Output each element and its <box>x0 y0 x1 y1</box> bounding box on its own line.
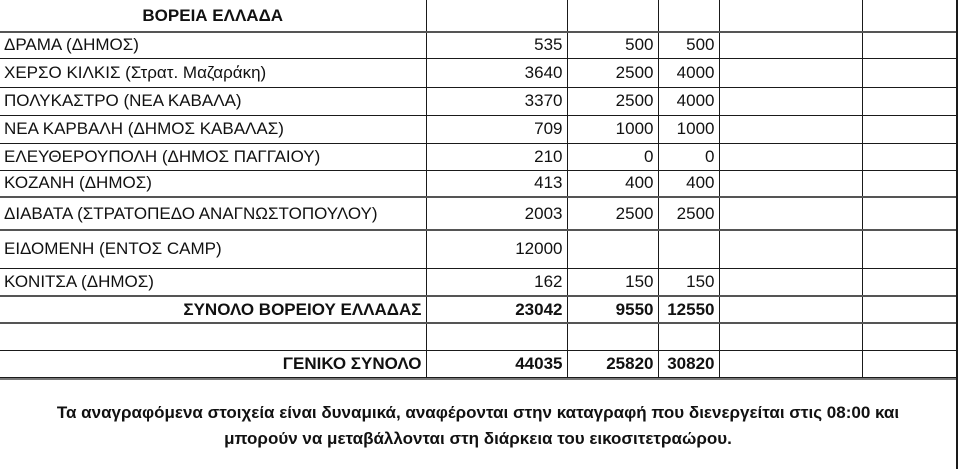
empty-cell <box>862 296 957 323</box>
empty-cell <box>862 197 957 230</box>
empty-cell <box>862 323 957 350</box>
subtotal-col2: 9550 <box>567 296 658 323</box>
empty-cell <box>719 170 862 197</box>
table-row <box>0 197 957 230</box>
empty-cell <box>862 170 957 197</box>
value-col1: 413 <box>426 170 567 197</box>
empty-cell <box>567 0 658 32</box>
location-name: ΚΟΝΙΤΣΑ (ΔΗΜΟΣ) <box>0 268 426 296</box>
grand-total-col2: 25820 <box>567 350 658 377</box>
value-col2: 2500 <box>567 58 658 87</box>
grand-total-col1: 44035 <box>426 350 567 377</box>
location-name: ΠΟΛΥΚΑΣΤΡΟ (ΝΕΑ ΚΑΒΑΛΑ) <box>0 87 426 115</box>
empty-cell <box>719 350 862 377</box>
empty-cell <box>658 0 719 32</box>
empty-cell <box>862 143 957 170</box>
grand-total-row <box>0 350 957 377</box>
empty-cell <box>862 268 957 296</box>
footer-note <box>0 378 956 471</box>
subtotal-col3: 12550 <box>658 296 719 323</box>
value-col2: 150 <box>567 268 658 296</box>
value-col3: 0 <box>658 143 719 170</box>
section-title: ΒΟΡΕΙΑ ΕΛΛΑΔΑ <box>0 0 426 32</box>
value-col2: 1000 <box>567 115 658 143</box>
empty-cell <box>719 323 862 350</box>
value-col3: 500 <box>658 32 719 58</box>
blank-row <box>0 323 957 350</box>
footer-line-1: Τα αναγραφόμενα στοιχεία είναι δυναμικά, αναφέρονται στην καταγραφή που διενεργείται στις 08:00 και <box>56 403 900 422</box>
footer-line-2: μπορούν να μεταβάλλονται στη διάρκεια του εικοσιτετραώρου. <box>224 429 732 448</box>
value-col3: 2500 <box>658 197 719 230</box>
section-header-row <box>0 0 957 32</box>
subtotal-label: ΣΥΝΟΛΟ ΒΟΡΕΙΟΥ ΕΛΛΑΔΑΣ <box>0 296 426 323</box>
location-name: ΕΛΕΥΘΕΡΟΥΠΟΛΗ (ΔΗΜΟΣ ΠΑΓΓΑΙΟΥ) <box>0 143 426 170</box>
empty-cell <box>719 143 862 170</box>
empty-cell <box>658 323 719 350</box>
empty-cell <box>719 230 862 268</box>
value-col2: 2500 <box>567 87 658 115</box>
table-row <box>0 170 957 197</box>
table-row <box>0 268 957 296</box>
subtotal-row <box>0 296 957 323</box>
empty-cell <box>719 296 862 323</box>
empty-cell <box>862 32 957 58</box>
empty-cell <box>719 268 862 296</box>
right-border <box>956 0 958 469</box>
value-col1: 3370 <box>426 87 567 115</box>
value-col2: 400 <box>567 170 658 197</box>
empty-cell <box>862 87 957 115</box>
empty-cell <box>719 87 862 115</box>
table-row <box>0 143 957 170</box>
value-col2 <box>567 230 658 268</box>
empty-cell <box>862 0 957 32</box>
table-row <box>0 230 957 268</box>
value-col1: 2003 <box>426 197 567 230</box>
empty-cell <box>0 323 426 350</box>
empty-cell <box>862 115 957 143</box>
empty-cell <box>426 0 567 32</box>
value-col3: 1000 <box>658 115 719 143</box>
value-col1: 3640 <box>426 58 567 87</box>
empty-cell <box>862 230 957 268</box>
value-col2: 500 <box>567 32 658 58</box>
grand-total-col3: 30820 <box>658 350 719 377</box>
location-name: ΕΙΔΟΜΕΝΗ (ΕΝΤΟΣ CAMP) <box>0 230 426 268</box>
location-name: ΚΟΖΑΝΗ (ΔΗΜΟΣ) <box>0 170 426 197</box>
empty-cell <box>719 58 862 87</box>
table-row <box>0 58 957 87</box>
value-col3: 4000 <box>658 87 719 115</box>
grand-total-label: ΓΕΝΙΚΟ ΣΥΝΟΛΟ <box>0 350 426 377</box>
empty-cell <box>426 323 567 350</box>
value-col3 <box>658 230 719 268</box>
value-col3: 4000 <box>658 58 719 87</box>
empty-cell <box>719 197 862 230</box>
empty-cell <box>862 350 957 377</box>
subtotal-col1: 23042 <box>426 296 567 323</box>
location-name: ΔΡΑΜΑ (ΔΗΜΟΣ) <box>0 32 426 58</box>
empty-cell <box>567 323 658 350</box>
value-col1: 535 <box>426 32 567 58</box>
empty-cell <box>862 58 957 87</box>
location-name: ΧΕΡΣΟ ΚΙΛΚΙΣ (Στρατ. Μαζαράκη) <box>0 58 426 87</box>
location-name: ΝΕΑ ΚΑΡΒΑΛΗ (ΔΗΜΟΣ ΚΑΒΑΛΑΣ) <box>0 115 426 143</box>
value-col2: 0 <box>567 143 658 170</box>
value-col1: 12000 <box>426 230 567 268</box>
location-name: ΔΙΑΒΑΤΑ (ΣΤΡΑΤΟΠΕΔΟ ΑΝΑΓΝΩΣΤΟΠΟΥΛΟΥ) <box>0 197 426 230</box>
value-col1: 709 <box>426 115 567 143</box>
table-row <box>0 32 957 58</box>
table-row <box>0 115 957 143</box>
empty-cell <box>719 115 862 143</box>
value-col2: 2500 <box>567 197 658 230</box>
empty-cell <box>719 0 862 32</box>
table-row <box>0 87 957 115</box>
value-col1: 162 <box>426 268 567 296</box>
value-col1: 210 <box>426 143 567 170</box>
value-col3: 150 <box>658 268 719 296</box>
value-col3: 400 <box>658 170 719 197</box>
empty-cell <box>719 32 862 58</box>
